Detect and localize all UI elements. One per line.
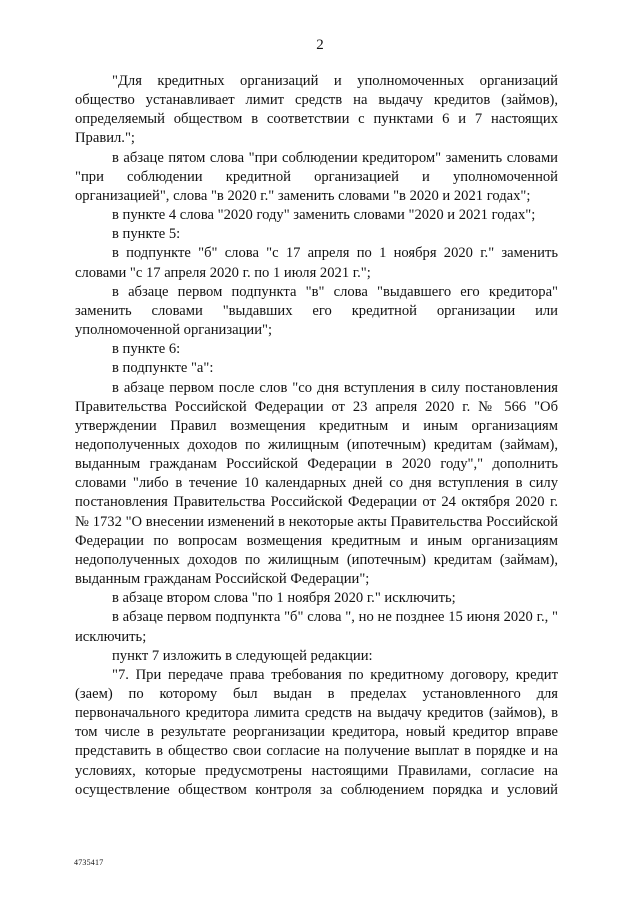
paragraph: в подпункте "б" слова "с 17 апреля по 1 ноября 2020 г." заменить словами "с 17 апреля 2020 г. по 1 июля 2021 г.";: [75, 245, 558, 281]
document-body: [75, 72, 558, 800]
paragraph: "Для кредитных организаций и уполномоченных организаций общество устанавливает лимит средств на выдачу кредитов (займов), определяемый обществом в соответствии с пунктами 6 и 7 настоящих Правил.";: [75, 73, 558, 147]
paragraph: в пункте 5:: [112, 226, 181, 243]
paragraph: в абзаце первом подпункта "б" слова ", но не позднее 15 июня 2020 г., " исключить;: [75, 609, 558, 645]
paragraph: пункт 7 изложить в следующей редакции:: [112, 647, 373, 664]
paragraph: "7. При передаче права требования по кредитному договору, кредит (заем) по которому был выдан в пределах установленного для первоначального кредитора лимита средств на выдачу кредитов (займов), в том числе в результате реорганизации кредитора, новый кредитор вправе представить в общество свои согласие на получение выплат в порядке и на условиях, которые предусмотрены настоящими Правилами, согласие на осуществление обществом контроля за соблюдением порядка и условий: [75, 666, 558, 798]
page-number: 2: [316, 37, 324, 53]
paragraph: в пункте 4 слова "2020 году" заменить словами "2020 и 2021 годах";: [112, 207, 536, 224]
paragraph: в абзаце первом подпункта "в" слова "выдавшего его кредитора" заменить словами "выдавших его кредитной организации или уполномоченной организации";: [75, 283, 558, 339]
document-code: 4735417: [74, 858, 104, 867]
paragraph: в абзаце пятом слова "при соблюдении кредитором" заменить словами "при соблюдении кредитной организацией и уполномоченной организацией", слова "в 2020 г." заменить словами "в 2020 и 2021 годах";: [75, 149, 558, 204]
paragraph: в абзаце первом после слов "со дня вступления в силу постановления Правительства Российской Федерации от 23 апреля 2020 г. № 566 "Об утверждении Правил возмещения кредитным и иным организациям недополученных доходов по жилищным (ипотечным) кредитам (займам), выданным гражданам Российской Федерации в 2020 году"," дополнить словами "либо в течение 10 календарных дней со дня вступления в силу постановления Правительства Российской Федерации от 24 октября 2020 г. № 1732 "О внесении изменений в некоторые акты Правительства Российской Федерации по вопросам возмещения кредитным и иным организациям недополученных доходов по жилищным (ипотечным) кредитам (займам), выданным гражданам Российской Федерации";: [75, 379, 558, 588]
paragraph: в подпункте "а":: [112, 360, 214, 377]
paragraph: в абзаце втором слова "по 1 ноября 2020 г." исключить;: [112, 590, 456, 607]
paragraph: в пункте 6:: [112, 341, 181, 358]
